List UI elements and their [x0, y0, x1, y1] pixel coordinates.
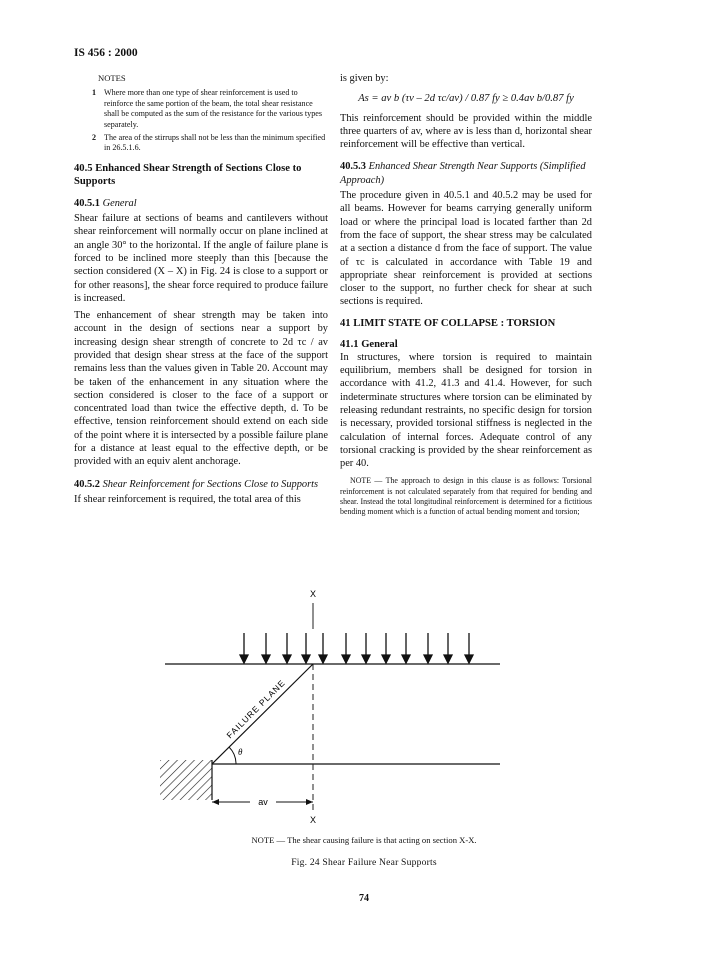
paragraph: If shear reinforcement is required, the total area of this — [74, 493, 301, 505]
section-label-bottom: X — [309, 815, 317, 825]
section-40-5-3-heading — [340, 160, 592, 187]
paragraph: The enhancement of shear strength may be taken into account in the design of sections near a support by increasing design shear strength of concrete to 2d τc / av provided that design shear stress at the face of the support remains less than the values given in Table 20. Account may be taken of the enhancement in any situation where the section considered is closer to the face of a support or concentrated load than twice the effective depth, d. To be effective, tension reinforcement should extend on each side of the point where it is intersected by a possible failure plane for a distance at least equal to the effective depth, or be provided with an equiv alent anchorage. — [74, 310, 328, 468]
section-40-5-1-heading — [74, 197, 328, 210]
standard-number: IS 456 : 2000 — [74, 47, 138, 59]
note-item — [92, 133, 328, 154]
angle-arc — [229, 747, 236, 764]
section-name: General — [102, 197, 137, 209]
section-41-title: 41 LIMIT STATE OF COLLAPSE : TORSION — [340, 317, 556, 329]
note-block: NOTE — The approach to design in this clause is as follows: Torsional reinforcement is not calculated separately from that required for bending and shear. Instead the total longitudinal reinforcement is determined for a fictitious bending moment which is a function of actual bending moment and torsion; — [340, 476, 592, 517]
right-column — [340, 72, 592, 517]
dimension-arrow-left — [212, 799, 219, 805]
section-41-1-title: 41.1 General — [340, 338, 398, 350]
paragraph: Shear failure at sections of beams and cantilevers without shear reinforcement will normally occur on plane inclined at an angle 30° to the horizontal. If the angle of failure plane is forced to be inclined more steeply than this [because the section considered (X – X) in Fig. 24 is close to a support or for other reasons], the shear force required to produce failure is increased. — [74, 213, 328, 304]
notes-heading: NOTES — [98, 73, 126, 83]
dimension-label: av — [258, 797, 268, 807]
note-item — [92, 88, 328, 130]
note-text: Where more than one type of shear reinforcement is used to reinforce the same portion of the beam, the total shear resistance shall be computed as the sum of the resistance for the various types separately. — [104, 88, 323, 129]
section-40-5-2-heading — [74, 478, 328, 491]
failure-plane-line — [212, 664, 313, 764]
paragraph: This reinforcement should be provided within the middle three quarters of av, where av is less than d, horizontal shear reinforcement will be effective than vertical. — [340, 112, 592, 151]
section-number: 40.5.2 — [74, 478, 100, 490]
section-label-top: X — [309, 589, 317, 599]
figure-24-diagram — [140, 585, 520, 830]
paragraph: The procedure given in 40.5.1 and 40.5.2 may be used for all beams. However for beams carrying generally uniform load or where the principal load is located farther than 2d from the face of support, the shear stress may be calculated at a section a distance d from the face of support. The value of τc is calculated in accordance with Table 19 and appropriate shear reinforcement is provided at sections closer to the support, no further check for shear at such sections is required. — [340, 190, 592, 308]
figure-caption: Fig. 24 Shear Failure Near Supports — [291, 857, 437, 868]
note-number: 1 — [92, 88, 97, 98]
formula: As = av b (τv – 2d τc/av) / 0.87 fy ≥ 0.4av b/0.87 fy — [358, 93, 574, 105]
angle-label: θ — [238, 747, 243, 757]
section-name: Enhanced Shear Strength Near Supports (Simplified Approach) — [340, 161, 586, 186]
section-number: 40.5.3 — [340, 161, 366, 173]
page-number: 74 — [359, 893, 369, 904]
support-hatch — [160, 760, 212, 800]
left-column — [74, 72, 328, 510]
paragraph: is given by: — [340, 73, 389, 84]
section-number: 40.5.1 — [74, 197, 100, 209]
note-number: 2 — [92, 132, 97, 142]
dimension-arrow-right — [306, 799, 313, 805]
load-arrows — [240, 633, 473, 663]
paragraph: In structures, where torsion is required to maintain equilibrium, members shall be designed for torsion in accordance with 41.2, 41.3 and 41.4. However, for such indeterminate structures where torsion can be eliminated by releasing redundant restraints, no specific design for torsion is necessary, provided torsional stiffness is neglected in the calculation of internal forces. Adequate control of any torsional cracking is provided by the shear reinforcement as per 40. — [340, 351, 592, 470]
section-40-5-title: 40.5 Enhanced Shear Strength of Sections Close to Supports — [74, 162, 302, 187]
failure-plane-label: FAILURE PLANE — [224, 677, 288, 741]
figure-note: NOTE — The shear causing failure is that acting on section X-X. — [251, 835, 477, 845]
note-text: The area of the stirrups shall not be less than the minimum specified in 26.5.1.6. — [104, 132, 326, 153]
section-name: Shear Reinforcement for Sections Close to Supports — [102, 478, 319, 490]
